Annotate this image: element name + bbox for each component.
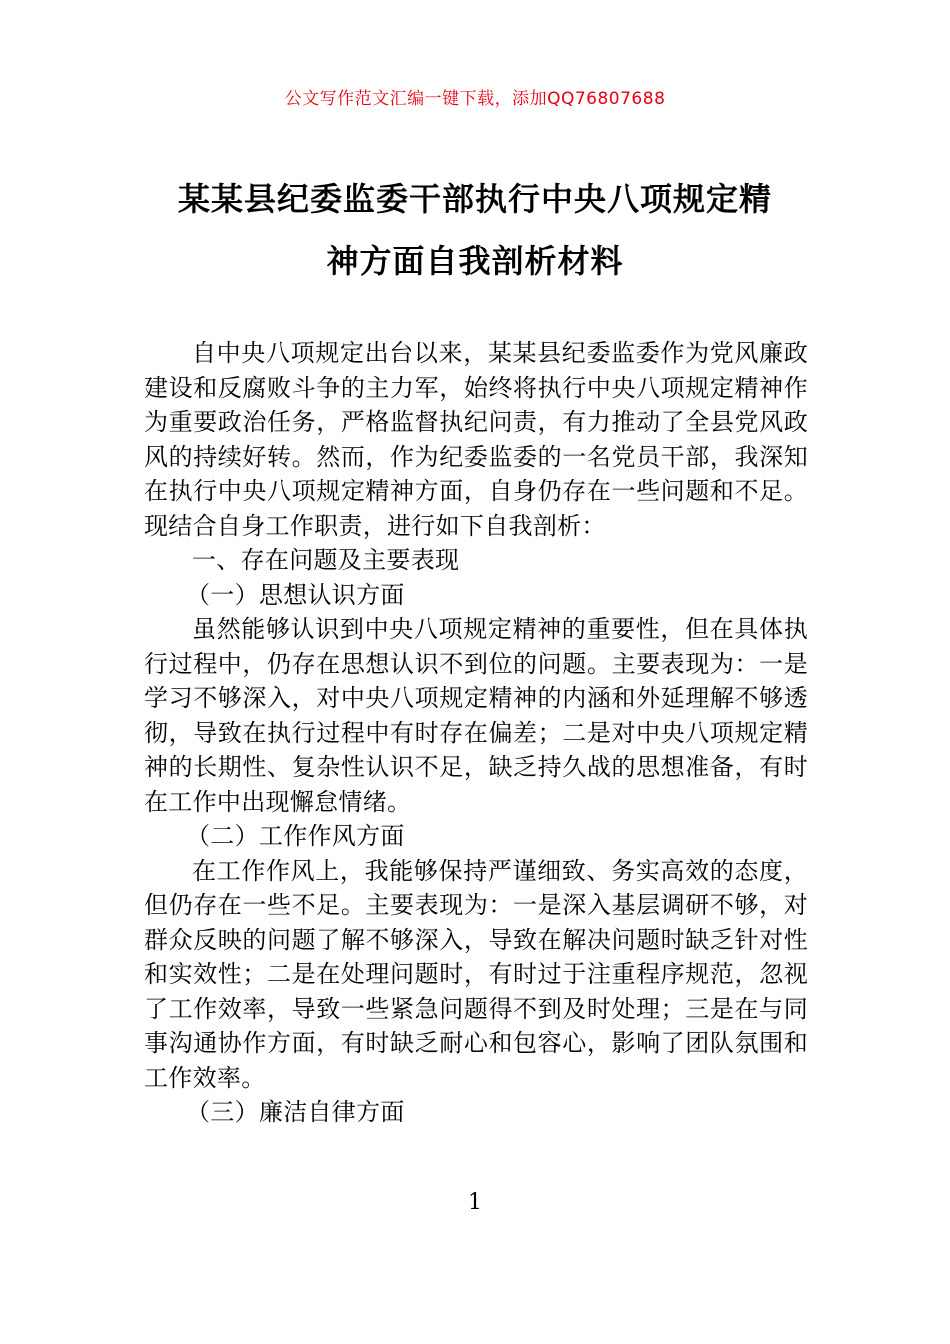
subsection-heading-3: （三）廉洁自律方面 xyxy=(186,1098,405,1126)
page-number: 1 xyxy=(468,1190,482,1215)
title-line-1: 某某县纪委监委干部执行中央八项规定精 xyxy=(177,180,772,218)
title-line-2: 神方面自我剖析材料 xyxy=(326,242,624,280)
document-title xyxy=(150,168,800,292)
body-paragraph-1: 虽然能够认识到中央八项规定精神的重要性，但在具体执行过程中，仍存在思想认识不到位的问题。主要表现为：一是学习不够深入，对中央八项规定精神的内涵和外延理解不够透彻，导致在执行过程中有时存在偏差；二是对中央八项规定精神的长期性、复杂性认识不足，缺乏持久战的思想准备，有时在工作中出现懈怠情绪。 xyxy=(144,615,808,816)
subsection-heading-1: （一）思想认识方面 xyxy=(186,580,405,609)
document-body xyxy=(144,336,808,1130)
body-paragraph-2: 在工作作风上，我能够保持严谨细致、务实高效的态度，但仍存在一些不足。主要表现为：一是深入基层调研不够，对群众反映的问题了解不够深入，导致在解决问题时缺乏针对性和实效性；二是在处理问题时，有时过于注重程序规范，忽视了工作效率，导致一些紧急问题得不到及时处理；三是在与同事沟通协作方面，有时缺乏耐心和包容心，影响了团队氛围和工作效率。 xyxy=(144,856,808,1092)
intro-paragraph: 自中央八项规定出台以来，某某县纪委监委作为党风廉政建设和反腐败斗争的主力军，始终将执行中央八项规定精神作为重要政治任务，严格监督执纪问责，有力推动了全县党风政风的持续好转。然而，作为纪委监委的一名党员干部，我深知在执行中央八项规定精神方面，自身仍存在一些问题和不足。现结合自身工作职责，进行如下自我剖析： xyxy=(144,339,808,540)
subsection-heading-2: （二）工作作风方面 xyxy=(186,822,405,850)
header-watermark: 公文写作范文汇编一键下载，添加QQ76807688 xyxy=(284,89,666,109)
section-heading-1: 一、存在问题及主要表现 xyxy=(192,546,460,574)
